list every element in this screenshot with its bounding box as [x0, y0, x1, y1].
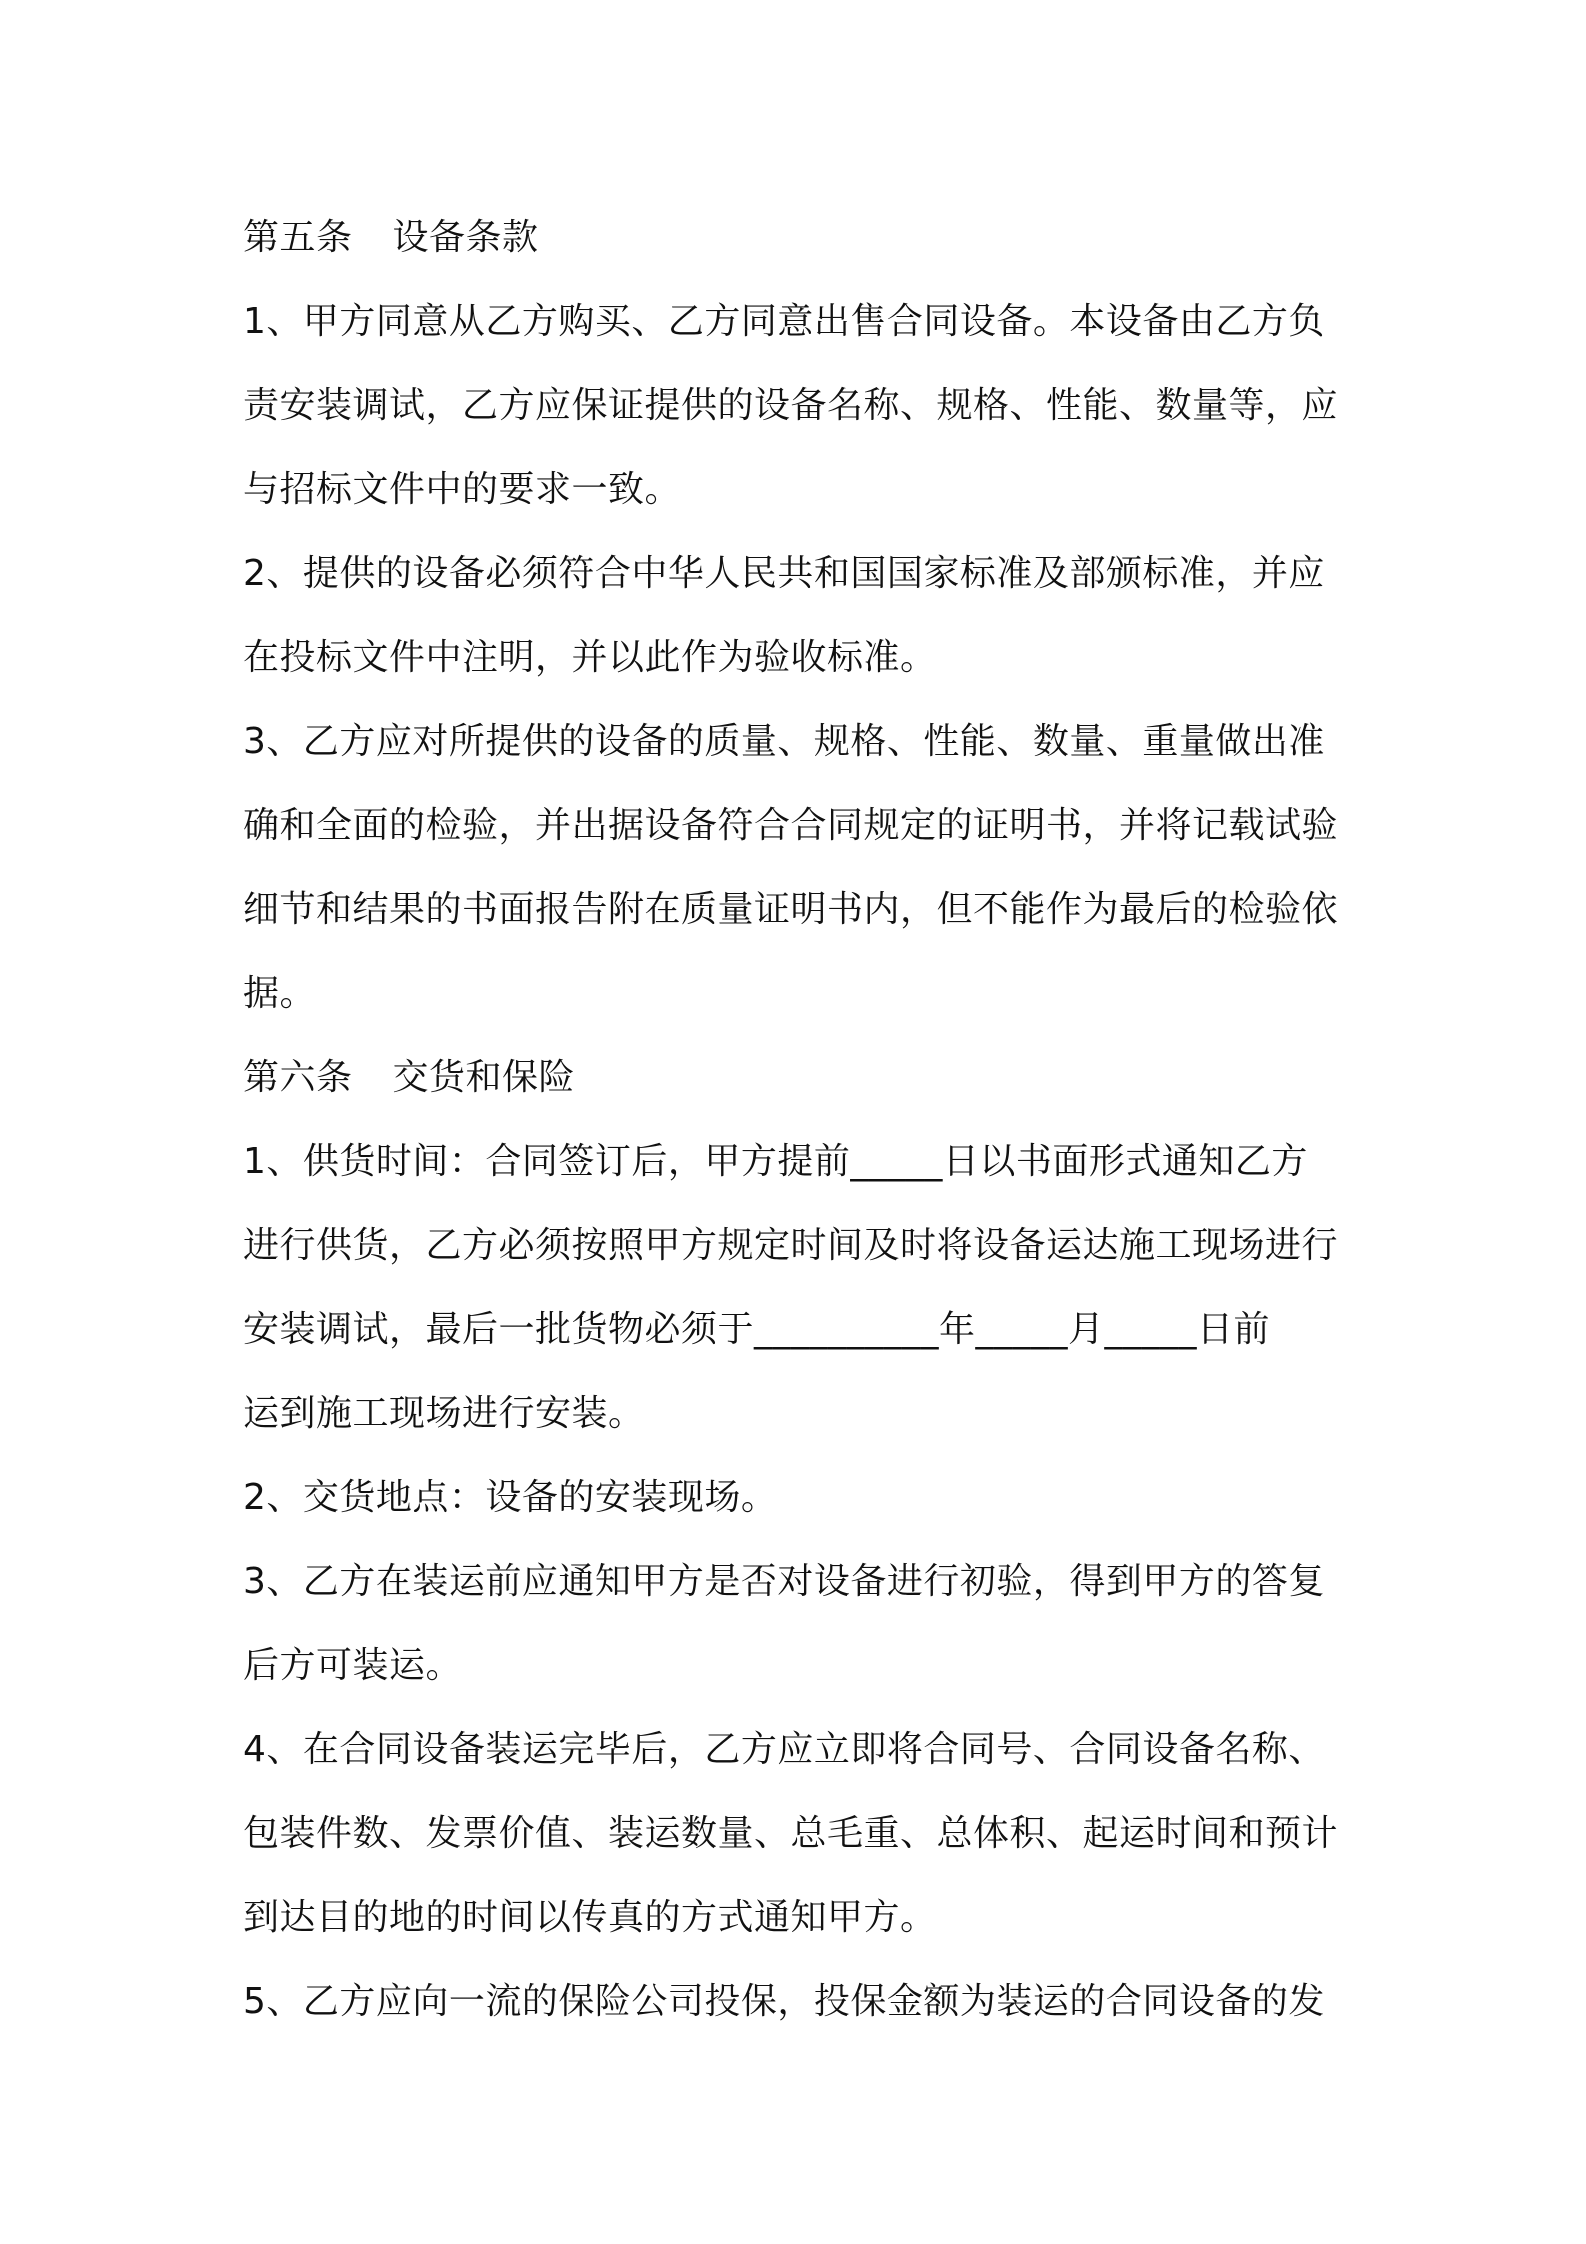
article-5-heading — [243, 196, 1353, 280]
text-line: 2、提供的设备必须符合中华人民共和国国家标准及部颁标准，并应 — [243, 553, 1325, 594]
text-line: 安装调试，最后一批货物必须于__________年_____月_____日前 — [243, 1309, 1271, 1350]
article-6-clause-4 — [243, 1708, 1353, 1960]
article-5-number: 第五条 — [243, 217, 353, 258]
text-line: 细节和结果的书面报告附在质量证明书内，但不能作为最后的检验依 — [243, 889, 1339, 930]
text-line: 2、交货地点：设备的安装现场。 — [243, 1477, 778, 1518]
article-6-clause-3 — [243, 1540, 1353, 1708]
article-5-clause-2 — [243, 532, 1353, 700]
text-line: 包装件数、发票价值、装运数量、总毛重、总体积、起运时间和预计 — [243, 1813, 1339, 1854]
article-6-clause-5 — [243, 1960, 1353, 2044]
text-line: 3、乙方应对所提供的设备的质量、规格、性能、数量、重量做出准 — [243, 721, 1325, 762]
text-line: 据。 — [243, 973, 317, 1014]
article-5-clause-3 — [243, 700, 1353, 1036]
article-6-clause-1 — [243, 1120, 1353, 1456]
article-6-clause-2 — [243, 1456, 1353, 1540]
article-5-clause-1 — [243, 280, 1353, 532]
text-line: 到达目的地的时间以传真的方式通知甲方。 — [243, 1897, 937, 1938]
text-line: 5、乙方应向一流的保险公司投保，投保金额为装运的合同设备的发 — [243, 1981, 1325, 2022]
article-6-heading — [243, 1036, 1353, 1120]
text-line: 1、甲方同意从乙方购买、乙方同意出售合同设备。本设备由乙方负 — [243, 301, 1325, 342]
text-line: 运到施工现场进行安装。 — [243, 1393, 645, 1434]
article-6-number: 第六条 — [243, 1057, 353, 1098]
text-line: 后方可装运。 — [243, 1645, 463, 1686]
text-line: 在投标文件中注明，并以此作为验收标准。 — [243, 637, 937, 678]
text-line: 1、供货时间：合同签订后，甲方提前_____日以书面形式通知乙方 — [243, 1141, 1308, 1182]
article-6-title: 交货和保险 — [392, 1057, 576, 1098]
text-line: 与招标文件中的要求一致。 — [243, 469, 682, 510]
text-line: 3、乙方在装运前应通知甲方是否对设备进行初验，得到甲方的答复 — [243, 1561, 1325, 1602]
text-line: 责安装调试，乙方应保证提供的设备名称、规格、性能、数量等，应 — [243, 385, 1339, 426]
document-page — [243, 196, 1353, 2044]
text-line: 确和全面的检验，并出据设备符合合同规定的证明书，并将记载试验 — [243, 805, 1339, 846]
text-line: 进行供货，乙方必须按照甲方规定时间及时将设备运达施工现场进行 — [243, 1225, 1339, 1266]
text-line: 4、在合同设备装运完毕后，乙方应立即将合同号、合同设备名称、 — [243, 1729, 1325, 1770]
article-5-title: 设备条款 — [392, 217, 539, 258]
